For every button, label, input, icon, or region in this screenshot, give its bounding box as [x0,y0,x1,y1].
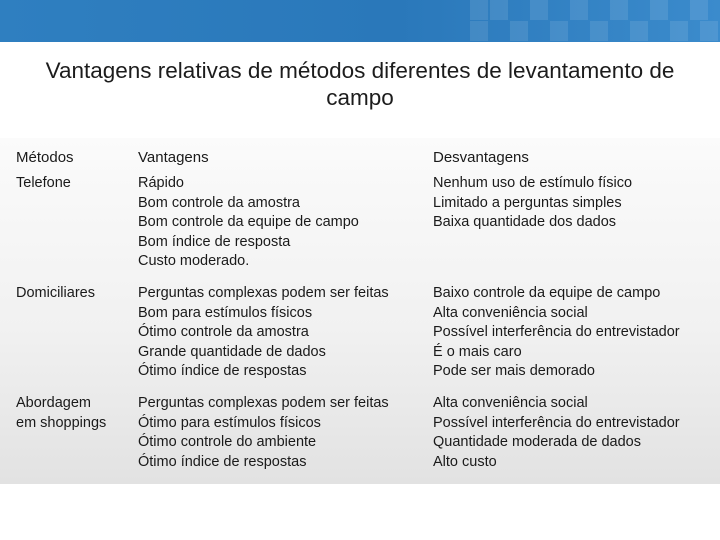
method-line: Abordagem [16,395,91,411]
method-cell [16,284,95,304]
disadvantage-line: Baixa quantidade dos dados [433,214,617,230]
advantage-line: Grande quantidade de dados [138,343,326,360]
advantage-line: Perguntas complexas podem ser feitas [138,395,389,411]
disadvantages-cell [433,394,680,472]
advantage-line: Bom controle da equipe de campo [138,214,359,230]
method-cell [16,394,106,433]
advantages-cell [138,174,359,272]
disadvantage-line: Alta conveniência social [433,304,588,321]
advantage-line: Ótimo para estímulos físicos [138,414,321,431]
advantage-line: Custo moderado. [138,253,250,269]
disadvantage-line: Pode ser mais demorado [433,363,595,379]
disadvantage-line: Baixo controle da equipe de campo [433,285,661,301]
advantage-line: Bom índice de resposta [138,233,291,250]
header-disadvantages: Desvantagens [433,149,529,166]
method-line: em shoppings [16,414,107,431]
disadvantage-line: Quantidade moderada de dados [433,434,641,450]
disadvantage-line: Alta conveniência social [433,395,588,411]
comparison-table [0,138,720,484]
disadvantage-line: Possível interferência do entrevistador [433,324,680,340]
advantages-cell [138,394,389,472]
advantage-line: Bom controle da amostra [138,194,300,211]
advantage-line: Ótimo índice de respostas [138,363,307,379]
header-banner [0,0,720,42]
advantage-line: Ótimo índice de respostas [138,453,307,470]
advantage-line: Ótimo controle do ambiente [138,434,317,450]
header-methods: Métodos [16,149,74,166]
advantage-line: Perguntas complexas podem ser feitas [138,285,389,301]
method-line: Telefone [16,175,71,191]
method-cell [16,174,71,194]
advantage-line: Ótimo controle da amostra [138,324,309,340]
header-advantages: Vantagens [138,149,209,166]
advantage-line: Rápido [138,175,184,191]
advantage-line: Bom para estímulos físicos [138,304,313,321]
disadvantage-line: Possível interferência do entrevistador [433,414,680,431]
disadvantage-line: Alto custo [433,453,497,470]
method-line: Domiciliares [16,285,95,301]
disadvantages-cell [433,284,680,382]
disadvantages-cell [433,174,632,233]
advantages-cell [138,284,389,382]
slide-title: Vantagens relativas de métodos diferentes de levantamento de campo [45,58,675,110]
disadvantage-line: É o mais caro [433,343,522,360]
disadvantage-line: Nenhum uso de estímulo físico [433,175,633,191]
disadvantage-line: Limitado a perguntas simples [433,194,622,211]
